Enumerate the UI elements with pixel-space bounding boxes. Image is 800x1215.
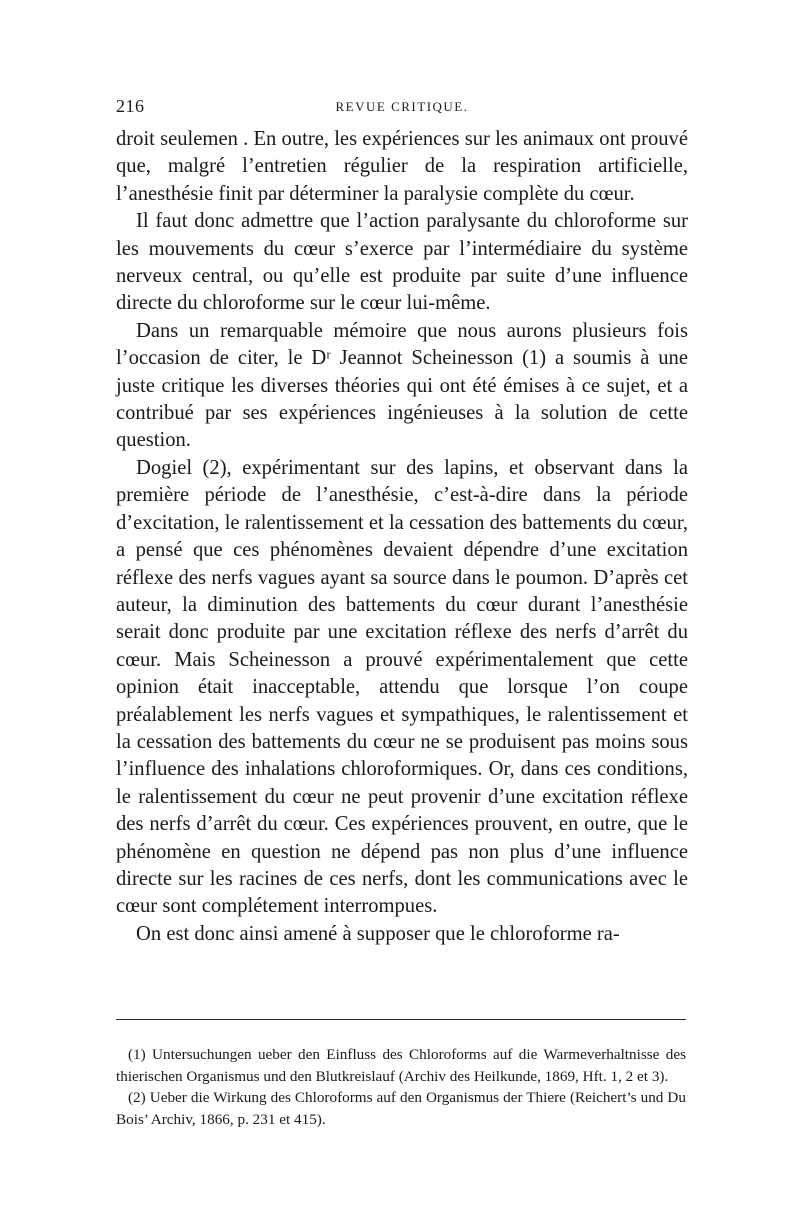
paragraph: Dans un remarquable mémoire que nous aurons plusieurs fois l’occasion de citer, le Dʳ Jeannot Scheinesson (1) a soumis à une juste critique les diverses théories qui ont été émises à ce sujet, et a contribué par ses expériences ingénieuses à la solution de cette question. bbox=[116, 319, 688, 452]
page-number: 216 bbox=[116, 96, 145, 116]
paragraph: Il faut donc admettre que l’action paralysante du chloroforme sur les mouvements du cœur s’exerce par l’intermédiaire du système nerveux central, ou qu’elle est produite par suite d’une influence directe du chloroforme sur le cœur lui-même. bbox=[116, 210, 688, 315]
footnote: (2) Ueber die Wirkung des Chloroforms auf den Organismus der Thiere (Reichert’s und Du Bois’ Archiv, 1866, p. 231 et 415). bbox=[116, 1089, 686, 1128]
footnote: (1) Untersuchungen ueber den Einfluss des Chloroforms auf die Warmeverhaltnisse des thierischen Organismus und den Blutkreislauf (Archiv des Heilkunde, 1869, Hft. 1, 2 et 3). bbox=[116, 1046, 686, 1085]
paragraph: On est donc ainsi amené à supposer que le chloroforme ra- bbox=[136, 922, 620, 945]
footnote-divider bbox=[116, 1019, 686, 1020]
body-text bbox=[116, 126, 688, 948]
paragraph-continuation: droit seulemen . En outre, les expériences sur les animaux ont prouvé que, malgré l’entretien régulier de la respiration artificielle, l’anesthésie finit par déterminer la paralysie complète du cœur. bbox=[116, 128, 688, 205]
running-head: REVUE CRITIQUE. bbox=[335, 99, 469, 114]
paragraph: Dogiel (2), expérimentant sur des lapins, et observant dans la première période de l’anesthésie, c’est-à-dire dans la période d’excitation, le ralentissement et la cessation des battements du cœur, a pensé que ces phénomènes devaient dépendre d’une excitation réflexe des nerfs vagues ayant sa source dans le poumon. D’après cet auteur, la diminution des battements du cœur durant l’anesthésie serait donc produite par une excitation réflexe des nerfs d’arrêt du cœur. Mais Scheinesson a prouvé expérimentalement que cette opinion était inacceptable, attendu que lorsque l’on coupe préalablement les nerfs vagues et sympathiques, le ralentissement et la cessation des battements du cœur ne se produisent pas moins sous l’influence des inhalations chloroformiques. Or, dans ces conditions, le ralentissement du cœur ne peut provenir d’une excitation réflexe des nerfs d’arrêt du cœur. Ces expériences prouvent, en outre, que le phénomène en question ne dépend pas non plus d’une influence directe sur les racines de ces nerfs, dont les communications avec le cœur sont complétement interrompues. bbox=[116, 456, 688, 918]
page-header bbox=[116, 96, 688, 122]
footnotes bbox=[116, 1044, 686, 1130]
